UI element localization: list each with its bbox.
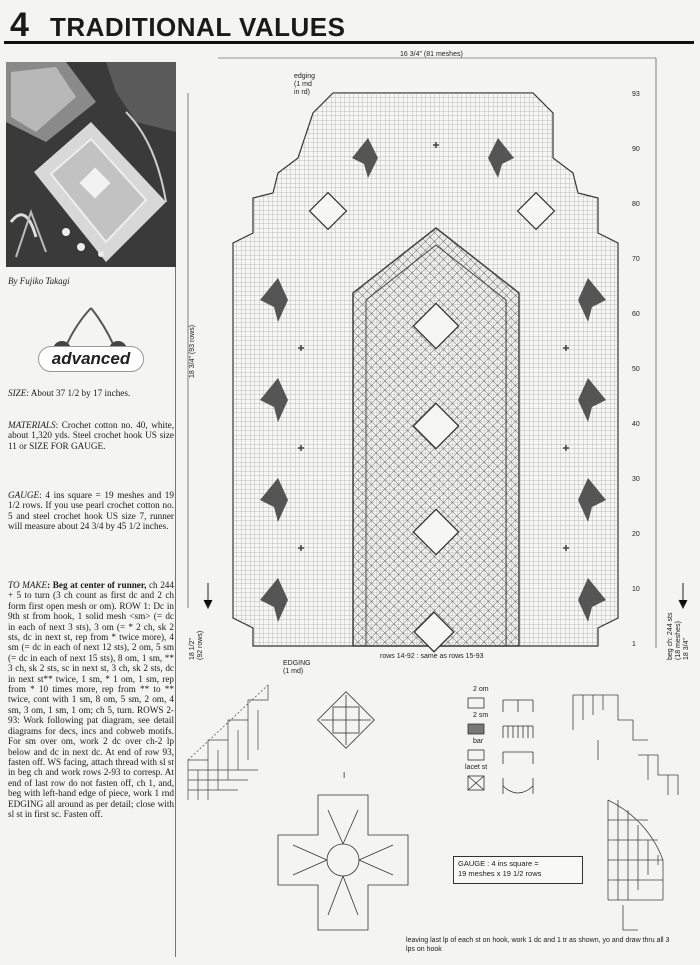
marker-i: I <box>343 771 346 780</box>
detail-diagrams <box>178 660 696 960</box>
increase-decrease-diagram <box>573 695 678 930</box>
edging-detail-diagram <box>188 685 268 800</box>
legend-2sm: 2 sm <box>473 712 489 719</box>
top-dimension-label: 16 3/4" (81 meshes) <box>400 51 463 58</box>
cobweb-motif-large <box>278 795 408 930</box>
row-marks <box>632 91 640 648</box>
size-paragraph <box>8 388 174 398</box>
row-mark-40: 40 <box>632 421 640 428</box>
page-title: TRADITIONAL VALUES <box>50 12 346 42</box>
row-mark-60: 60 <box>632 311 640 318</box>
row-mark-20: 20 <box>632 531 640 538</box>
to-make-text: ch 244 + 5 to turn (3 ch count as first dc and 2 ch form first open mesh or om). ROW 1: Dc in 9th st from hook, 1 solid mesh <sm> (= dc in each of next 3 sts), 3 om (= * 2 ch, sk 2 sts, dc in next st, rep from * twice more), 4 sm (= dc in each of next 12 sts), 2 om, 5 sm (= dc in each of next 15 sts), 8 om, 1 sm, ** 3 ch, sk 2 sts, sc in next st, 3 ch, sk 2 sts, dc in next st** twice, 1 sm, * 1 om, 1 sm, rep from * 10 times more, rep from ** to ** twice, cont with 1 sm, 8 om, 5 sm, 2 om, 4 sm, 3 om, 1 sm, 1 om; ch 5, turn. ROWS 2-93: Work following pat diagram, see detail diagrams for decs, incs and cobweb motifs. For sm over om, work 2 dc over ch-2 lp below and dc in next dc. At end of row 93, fasten off. WS facing, attach thread with sl st in beg ch and work rows 2-93 to corresp. At end of last row do not fasten off, ch 1, and, beg with left-hand edge of piece, work 1 rnd EDGING all around as per detail; close with sl st in first sc. Fasten off. <box>8 580 174 819</box>
to-make-paragraph <box>8 580 174 819</box>
legend-lacet: lacet st <box>465 764 488 771</box>
gauge-box: GAUGE : 4 ins square = 19 meshes x 19 1/2 rows <box>453 856 583 884</box>
row-mark-70: 70 <box>632 256 640 263</box>
rows-note: rows 14-92 : same as rows 15-93 <box>380 653 484 660</box>
photo-credit: By Fujiko Takagi <box>8 276 70 286</box>
section-number: 4 <box>10 6 29 44</box>
bottom-left-dimension-label: 18 1/2"(92 rows) <box>189 630 204 660</box>
row-mark-80: 80 <box>632 201 640 208</box>
row-mark-1: 1 <box>632 641 636 648</box>
size-key: SIZE <box>8 388 27 398</box>
gauge-text: : 4 ins square = 19 meshes and 19 1/2 rows. If you use pearl crochet cotton no. 5 and steel crochet hook US size 7, runner will measure about 24 3/4 by 45 1/2 inches. <box>8 490 174 532</box>
gauge-key: GAUGE <box>8 490 40 500</box>
materials-key: MATERIALS <box>8 420 56 430</box>
footnote: leaving last lp of each st on hook, work 1 dc and 1 tr as shown, yo and draw thru all 3 lps on hook <box>406 937 670 953</box>
right-dimension-label: beg ch: 244 sts(18 meshes)18 3/4" <box>667 612 690 660</box>
page-header <box>4 6 694 44</box>
product-photo <box>6 62 176 267</box>
left-column <box>6 62 176 957</box>
to-make-key: TO MAKE <box>8 580 48 590</box>
filet-chart <box>178 48 696 660</box>
left-dimension-label: 18 3/4" (93 rows) <box>189 324 196 378</box>
edging-note: edging (1 md in rd) <box>294 73 316 96</box>
materials-text: : Crochet cotton no. 40, white, about 1,320 yds. Steel crochet hook US size 11 or SIZE FOR GAUGE. <box>8 420 174 451</box>
difficulty-label: advanced <box>38 346 144 372</box>
difficulty-badge <box>26 306 156 386</box>
row-mark-10: 10 <box>632 586 640 593</box>
row-mark-50: 50 <box>632 366 640 373</box>
size-text: : About 37 1/2 by 17 inches. <box>26 388 131 398</box>
legend-bar: bar <box>473 738 484 745</box>
row-mark-93: 93 <box>632 91 640 98</box>
edging-detail-label: EDGING (1 md) <box>283 660 311 675</box>
to-make-bold: : Beg at center of runner, <box>47 580 147 590</box>
gauge-paragraph <box>8 490 174 532</box>
cobweb-motif-small <box>318 692 375 749</box>
legend-2om: 2 om <box>473 686 489 693</box>
row-mark-30: 30 <box>632 476 640 483</box>
row-mark-90: 90 <box>632 146 640 153</box>
materials-paragraph <box>8 420 174 451</box>
